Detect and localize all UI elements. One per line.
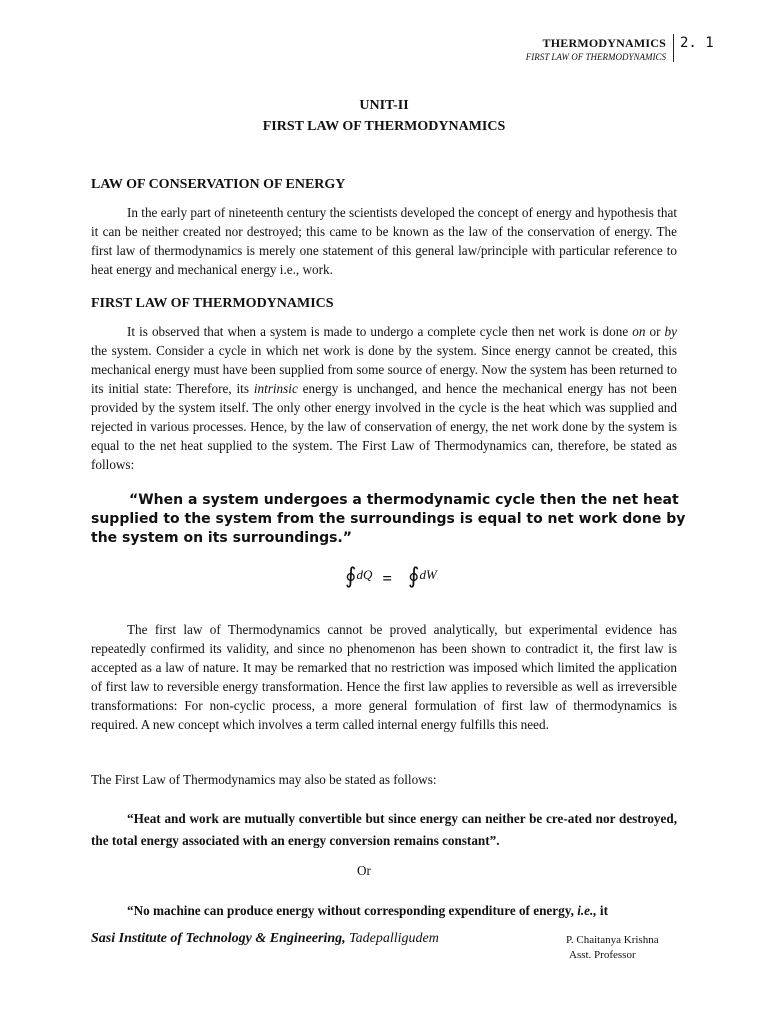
section-heading-conservation: LAW OF CONSERVATION OF ENERGY [91,177,346,192]
author-name: P. Chaitanya Krishna [566,934,659,946]
text-run-italic: intrinsic [253,381,298,396]
or-separator: Or [357,863,371,878]
equation-equals: = [382,569,393,588]
footer-institute [91,931,439,947]
text-run-italic: by [664,324,677,339]
paragraph-alt-statement-intro: The First Law of Thermodynamics may also be stated as follows: [91,772,437,787]
text-run: “No machine can produce energy without corresponding expenditure of energy, [127,903,578,918]
text-run: it [596,903,608,918]
cyclic-integral-equation [345,563,437,589]
unit-name: FIRST LAW OF THERMODYNAMICS [262,119,506,134]
footer-author [566,933,659,963]
equation-lhs: dQ [356,567,373,582]
page-number: 2. 1 [680,35,714,51]
text-run: energy is unchanged, and hence the mechanical energy has not been provided by the system itself. The only other energy involved in the cycle is the heat which was supplied and rejected in various processes. Hence, by the law of conservation of energy, the net work done by the system is equal to the net heat supplied to the system. The First Law of Thermodynamics can, therefore, be stated as follows: [91,381,677,472]
cyclic-integral-symbol: ∮ [345,563,357,588]
first-law-statement-quote: “When a system undergoes a thermodynamic cycle then the net heat supplied to the system from the surroundings is equal to net work done by the system on its surroundings.” [91,492,686,546]
text-run-italic: i.e., [577,903,597,918]
paragraph-conservation: In the early part of nineteenth century the scientists developed the concept of energy and hypothesis that it can be neither created nor destroyed; this came to be known as the law of the conservation of energy. The first law of thermodynamics is merely one statement of this general law/principle with particular reference to heat energy and mechanical energy i.e., work. [91,205,677,277]
institute-place: Tadepalligudem [345,931,439,946]
header-subtitle: FIRST LAW OF THERMODYNAMICS [525,52,666,62]
institute-name: Sasi Institute of Technology & Engineering, [91,931,346,946]
text-run-italic: on [632,324,646,339]
cyclic-integral-symbol: ∮ [408,563,420,588]
text-run: or [645,324,665,339]
unit-title [0,95,768,137]
header-divider [673,34,674,62]
author-role: Asst. Professor [569,949,636,961]
text-run: the system. Consider a cycle in which net work is done by the system. Since energy cannot be created, this mechanical energy must have been supplied from some source of energy. Now the system has been returned to its initial state: Therefore, its [91,343,677,396]
quote-heat-work-convertible: “Heat and work are mutually convertible but since energy can neither be cre-ated nor destroyed, the total energy associated with an energy conversion remains constant”. [91,811,677,848]
running-header [500,36,666,62]
header-title: THERMODYNAMICS [542,36,666,50]
equation-rhs: dW [419,567,437,582]
paragraph-first-law [91,322,677,474]
section-heading-first-law: FIRST LAW OF THERMODYNAMICS [91,296,334,311]
unit-label: UNIT-II [359,98,409,113]
text-run: It is observed that when a system is made to undergo a complete cycle then net work is done [127,324,633,339]
quote-no-machine [91,901,681,920]
paragraph-experimental-evidence: The first law of Thermodynamics cannot be proved analytically, but experimental evidence has repeatedly confirmed its validity, and since no phenomenon has been shown to contradict it, the first law is accepted as a law of nature. It may be remarked that no restriction was imposed which limited the application of first law to reversible energy transformation. Hence the first law applies to reversible as well as irreversible transformations: For non-cyclic process, a more general formulation of first law of thermodynamics is required. A new concept which involves a term called internal energy fulfills this need. [91,622,677,732]
